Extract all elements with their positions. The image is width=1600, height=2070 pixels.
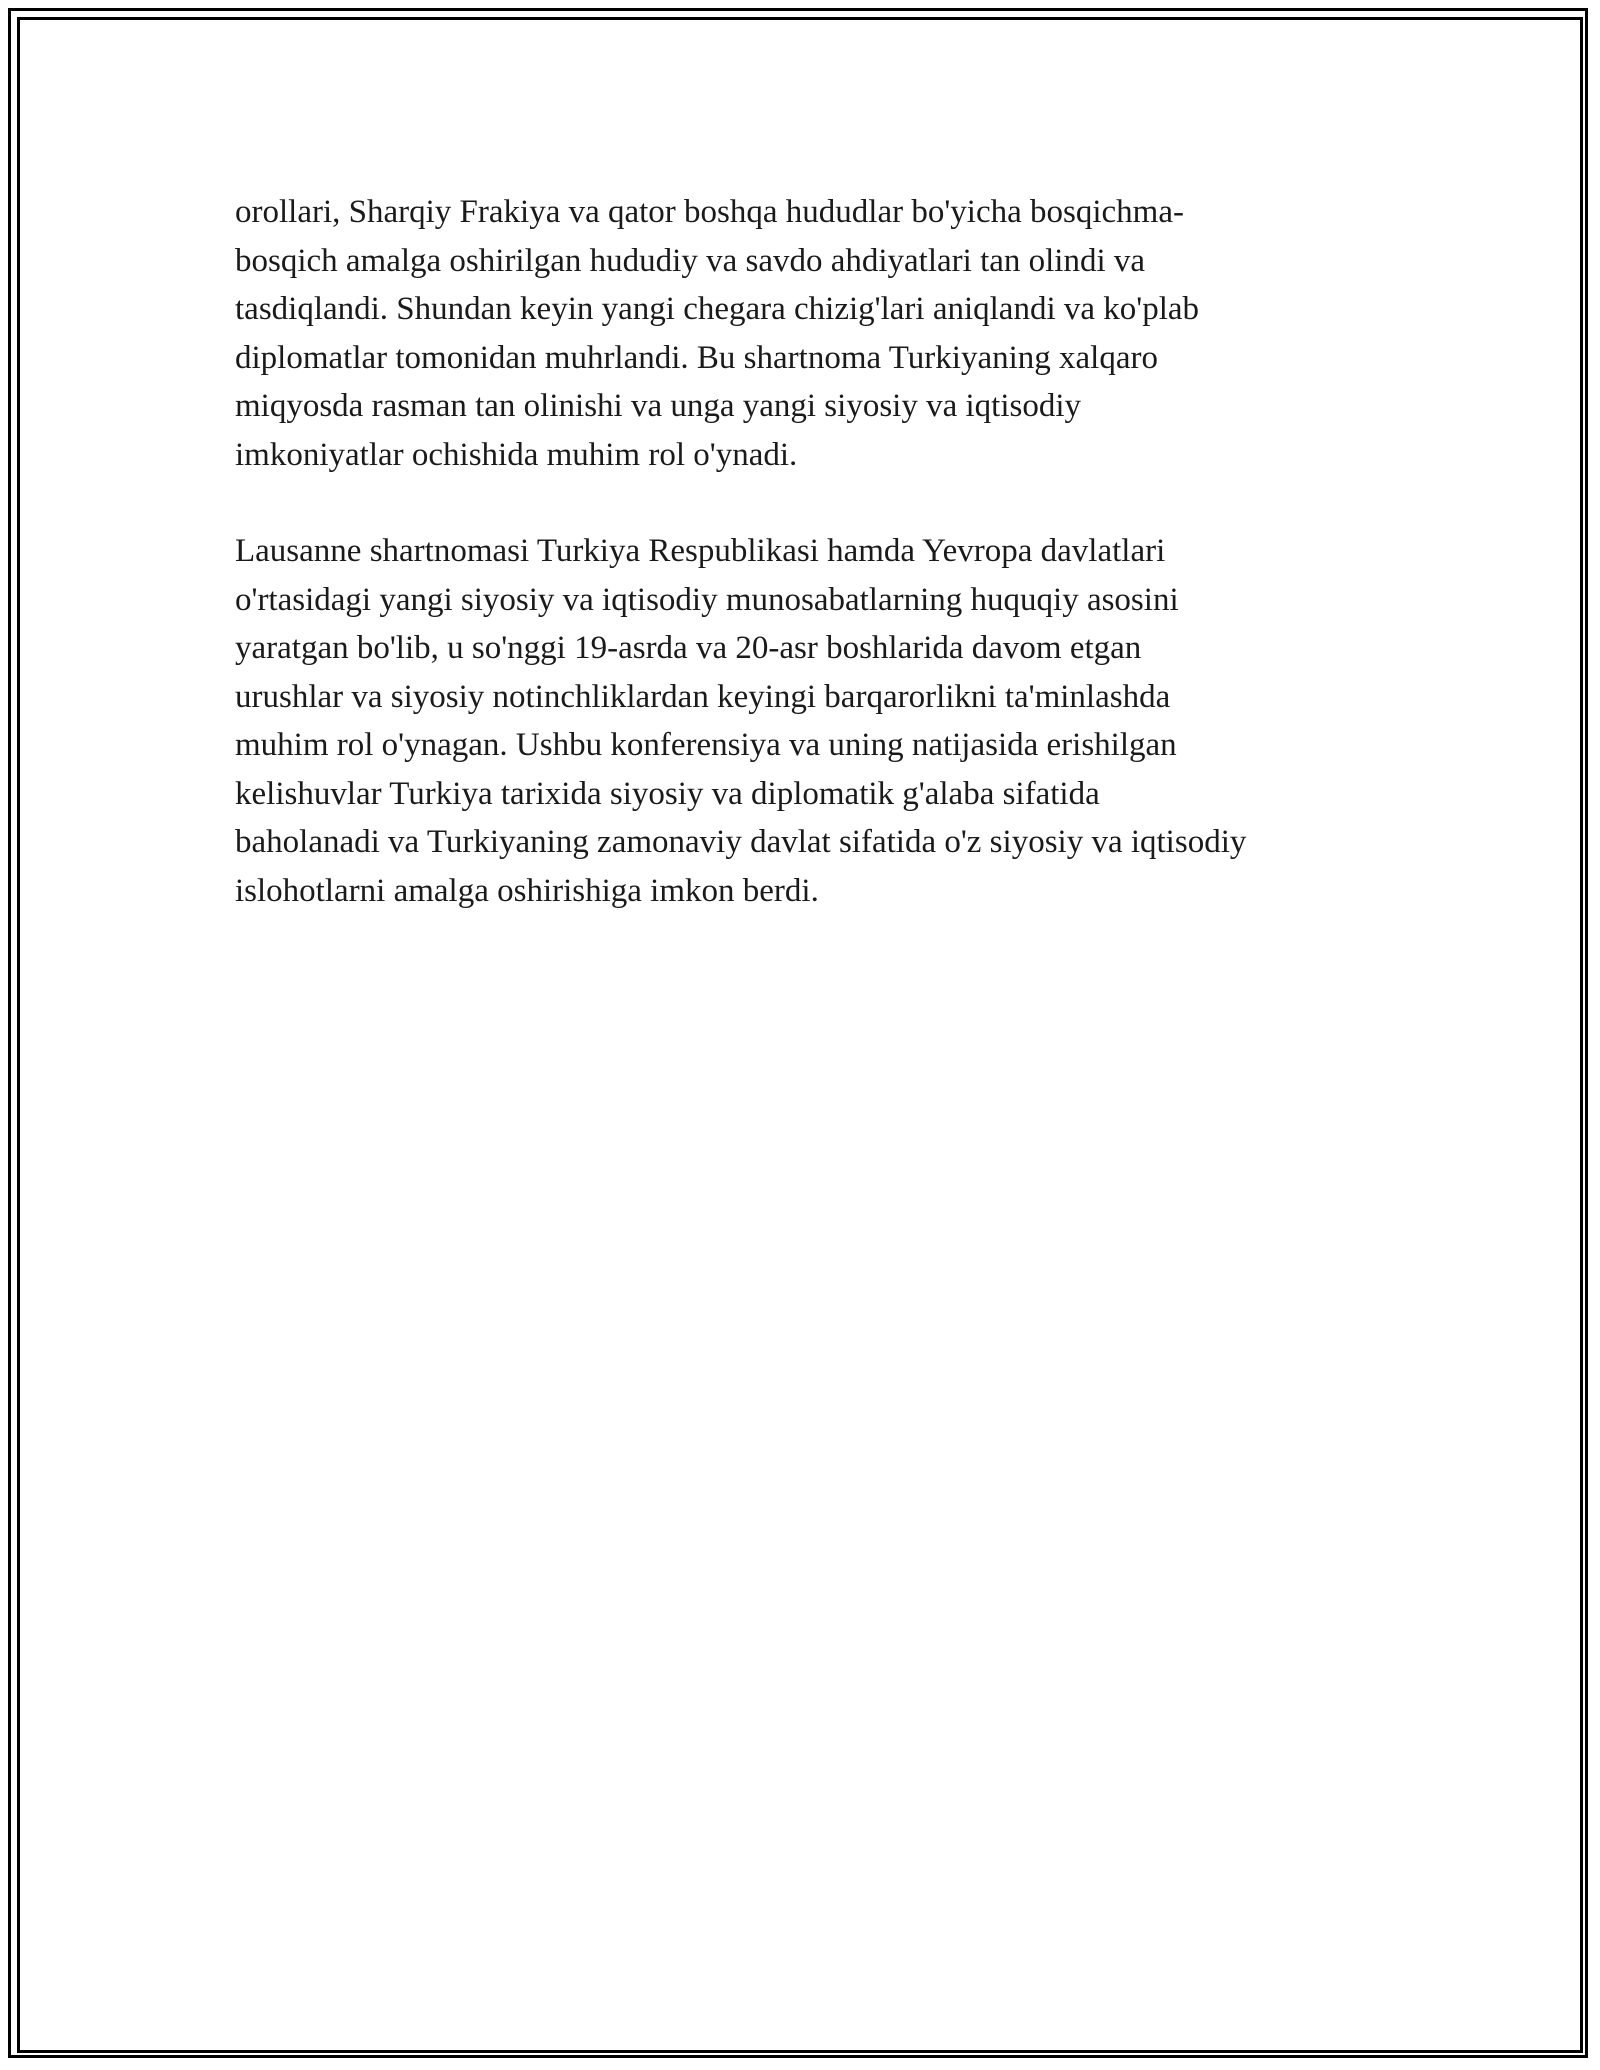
text-line: islohotlarni amalga oshirishiga imkon berdi. [235, 872, 819, 909]
paragraph-1 [235, 188, 1395, 479]
text-line: kelishuvlar Turkiya tarixida siyosiy va diplomatik g'alaba sifatida [235, 775, 1100, 812]
text-line: urushlar va siyosiy notinchliklardan keyingi barqarorlikni ta'minlashda [235, 678, 1171, 715]
text-line: tasdiqlandi. Shundan keyin yangi chegara chizig'lari aniqlandi va ko'plab [235, 291, 1200, 327]
text-line: o'rtasidagi yangi siyosiy va iqtisodiy munosabatlarning huquqiy asosini [235, 581, 1179, 618]
text-line: muhim rol o'ynagan. Ushbu konferensiya va uning natijasida erishilgan [235, 727, 1177, 763]
text-line: baholanadi va Turkiyaning zamonaviy davlat sifatida o'z siyosiy va iqtisodiy [235, 824, 1247, 860]
text-line: orollari, Sharqiy Frakiya va qator boshqa hududlar bo'yicha bosqichma- [235, 194, 1184, 230]
text-line: yaratgan bo'lib, u so'nggi 19-asrda va 20-asr boshlarida davom etgan [235, 630, 1142, 666]
text-line: miqyosda rasman tan olinishi va unga yangi siyosiy va iqtisodiy [235, 388, 1081, 424]
text-line: imkoniyatlar ochishida muhim rol o'ynadi. [235, 436, 798, 473]
text-line: bosqich amalga oshirilgan hududiy va savdo ahdiyatlari tan olindi va [235, 242, 1146, 279]
text-line: diplomatlar tomonidan muhrlandi. Bu shartnoma Turkiyaning xalqaro [235, 339, 1158, 376]
document-body [235, 188, 1395, 915]
text-line: Lausanne shartnomasi Turkiya Respublikasi hamda Yevropa davlatlari [235, 533, 1166, 569]
paragraph-2 [235, 527, 1395, 915]
